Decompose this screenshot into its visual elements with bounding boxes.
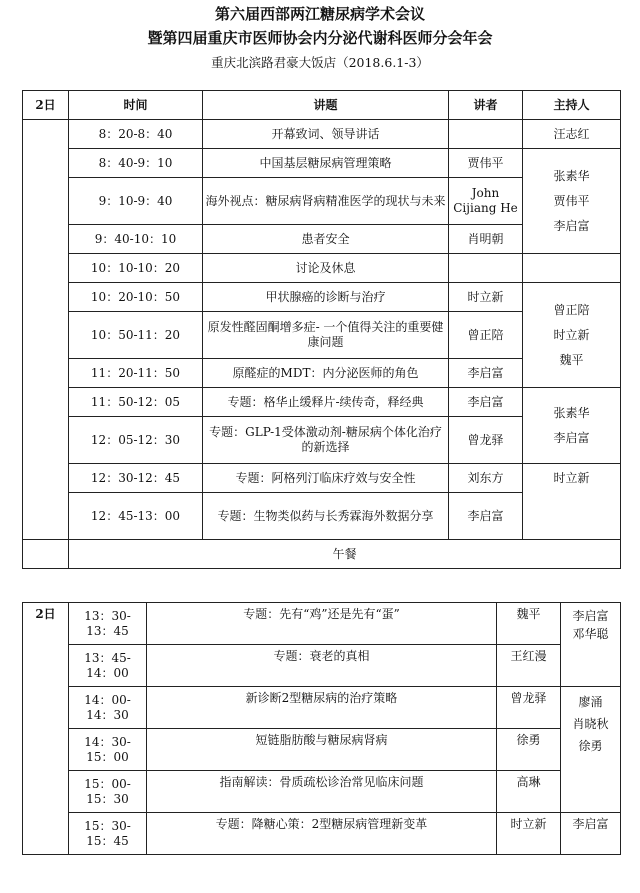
table-header-row: [23, 91, 621, 120]
session-time: 12：30-12：45: [69, 464, 203, 493]
table-row: [23, 254, 621, 283]
session-speaker: 王红漫: [497, 645, 561, 687]
table-row: [23, 813, 621, 855]
session-topic: 原醛症的MDT：内分泌医师的角色: [203, 359, 449, 388]
chair-name: 廖涌: [578, 695, 603, 709]
session-time: 10：50-11：20: [69, 312, 203, 359]
table-row: [23, 283, 621, 312]
session-speaker: 曾正陪: [449, 312, 523, 359]
session-topic: 患者安全: [203, 225, 449, 254]
session-chairs: [561, 687, 621, 813]
session-time: 13：30-13：45: [69, 603, 147, 645]
table-row: [23, 464, 621, 493]
chair-name: 时立新: [553, 327, 590, 342]
session-time: 11：20-11：50: [69, 359, 203, 388]
table-row: [23, 729, 621, 771]
day-header: 2日: [23, 91, 69, 120]
session-speaker: [449, 120, 523, 149]
time-column-header: 时间: [69, 91, 203, 120]
table-row: [23, 645, 621, 687]
conference-venue: 重庆北滨路君豪大饭店（2018.6.1-3）: [211, 55, 429, 70]
empty-day-cell: [23, 540, 69, 569]
chair-name: 贾伟平: [553, 193, 590, 208]
chair-name: 邓华聪: [572, 627, 609, 641]
session-chair: 汪志红: [523, 120, 621, 149]
session-time: 15：00-15：30: [69, 771, 147, 813]
session-topic: 讨论及休息: [203, 254, 449, 283]
session-chair: 时立新: [523, 464, 621, 540]
session-topic: 短链脂肪酸与糖尿病肾病: [147, 729, 497, 771]
session-time: 12：45-13：00: [69, 493, 203, 540]
session-topic: 专题：阿格列汀临床疗效与安全性: [203, 464, 449, 493]
session-speaker: 时立新: [497, 813, 561, 855]
session-time: 8：40-9：10: [69, 149, 203, 178]
session-speaker: John Cijiang He: [449, 178, 523, 225]
session-topic: 新诊断2型糖尿病的治疗策略: [147, 687, 497, 729]
lunch-row: [23, 540, 621, 569]
chair-column-header: 主持人: [523, 91, 621, 120]
session-speaker: 李启富: [449, 359, 523, 388]
speaker-column-header: 讲者: [449, 91, 523, 120]
session-time: 11：50-12：05: [69, 388, 203, 417]
session-chairs: [523, 283, 621, 388]
table-row: [23, 687, 621, 729]
session-speaker: 曾龙驿: [497, 687, 561, 729]
session-time: 10：20-10：50: [69, 283, 203, 312]
session-speaker: 徐勇: [497, 729, 561, 771]
session-topic: 专题：降糖心策：2型糖尿病管理新变革: [147, 813, 497, 855]
session-speaker: 魏平: [497, 603, 561, 645]
session-time: 9：40-10：10: [69, 225, 203, 254]
session-topic: 专题：格华止缓释片-续传奇，释经典: [203, 388, 449, 417]
session-topic: 专题：先有“鸡”还是先有“蛋”: [147, 603, 497, 645]
session-topic: 专题：生物类似药与长秀霖海外数据分享: [203, 493, 449, 540]
conference-title: 第六届西部两江糖尿病学术会议: [214, 5, 425, 23]
afternoon-schedule-table: [22, 602, 621, 855]
chair-name: 徐勇: [578, 739, 603, 753]
session-topic: 甲状腺癌的诊断与治疗: [203, 283, 449, 312]
empty-day-cell: [23, 120, 69, 540]
session-time: 9：10-9：40: [69, 178, 203, 225]
table-row: [23, 771, 621, 813]
session-time: 8：20-8：40: [69, 120, 203, 149]
chair-name: 张素华: [553, 405, 590, 420]
lunch-label: 午餐: [69, 540, 621, 569]
session-speaker: [449, 254, 523, 283]
session-chair: 李启富: [561, 813, 621, 855]
day-cell: 2日: [23, 603, 69, 855]
table-row: [23, 603, 621, 645]
session-topic: 中国基层糖尿病管理策略: [203, 149, 449, 178]
session-topic: 海外视点：糖尿病肾病精准医学的现状与未来: [203, 178, 449, 225]
table-row: [23, 120, 621, 149]
table-row: [23, 388, 621, 417]
session-speaker: 李启富: [449, 388, 523, 417]
chair-name: 李启富: [572, 609, 609, 623]
session-time: 14：30-15：00: [69, 729, 147, 771]
table-row: [23, 149, 621, 178]
session-topic: 指南解读：骨质疏松诊治常见临床问题: [147, 771, 497, 813]
chair-name: 魏平: [559, 352, 584, 367]
chair-name: 肖晓秋: [572, 717, 609, 731]
session-speaker: 高琳: [497, 771, 561, 813]
session-speaker: 刘东方: [449, 464, 523, 493]
chair-name: 曾正陪: [553, 302, 590, 317]
session-chairs: [523, 149, 621, 254]
session-time: 10：10-10：20: [69, 254, 203, 283]
chair-name: 李启富: [553, 430, 590, 445]
session-topic: 专题：衰老的真相: [147, 645, 497, 687]
session-topic: 原发性醛固酮增多症- 一个值得关注的重要健康问题: [203, 312, 449, 359]
session-time: 14：00-14：30: [69, 687, 147, 729]
session-time: 15：30-15：45: [69, 813, 147, 855]
session-speaker: 肖明朝: [449, 225, 523, 254]
chair-name: 张素华: [553, 168, 590, 183]
conference-subtitle: 暨第四届重庆市医师协会内分泌代谢科医师分会年会: [147, 29, 493, 47]
session-topic: 专题：GLP-1受体激动剂-糖尿病个体化治疗的新选择: [203, 417, 449, 464]
session-speaker: 李启富: [449, 493, 523, 540]
session-speaker: 贾伟平: [449, 149, 523, 178]
morning-schedule-table: [22, 90, 621, 569]
topic-column-header: 讲题: [203, 91, 449, 120]
session-time: 13：45-14：00: [69, 645, 147, 687]
session-speaker: 时立新: [449, 283, 523, 312]
session-chairs: [561, 603, 621, 687]
session-topic: 开幕致词、领导讲话: [203, 120, 449, 149]
session-chairs: [523, 388, 621, 464]
chair-name: 李启富: [553, 218, 590, 233]
session-time: 12：05-12：30: [69, 417, 203, 464]
session-speaker: 曾龙驿: [449, 417, 523, 464]
session-chair: [523, 254, 621, 283]
